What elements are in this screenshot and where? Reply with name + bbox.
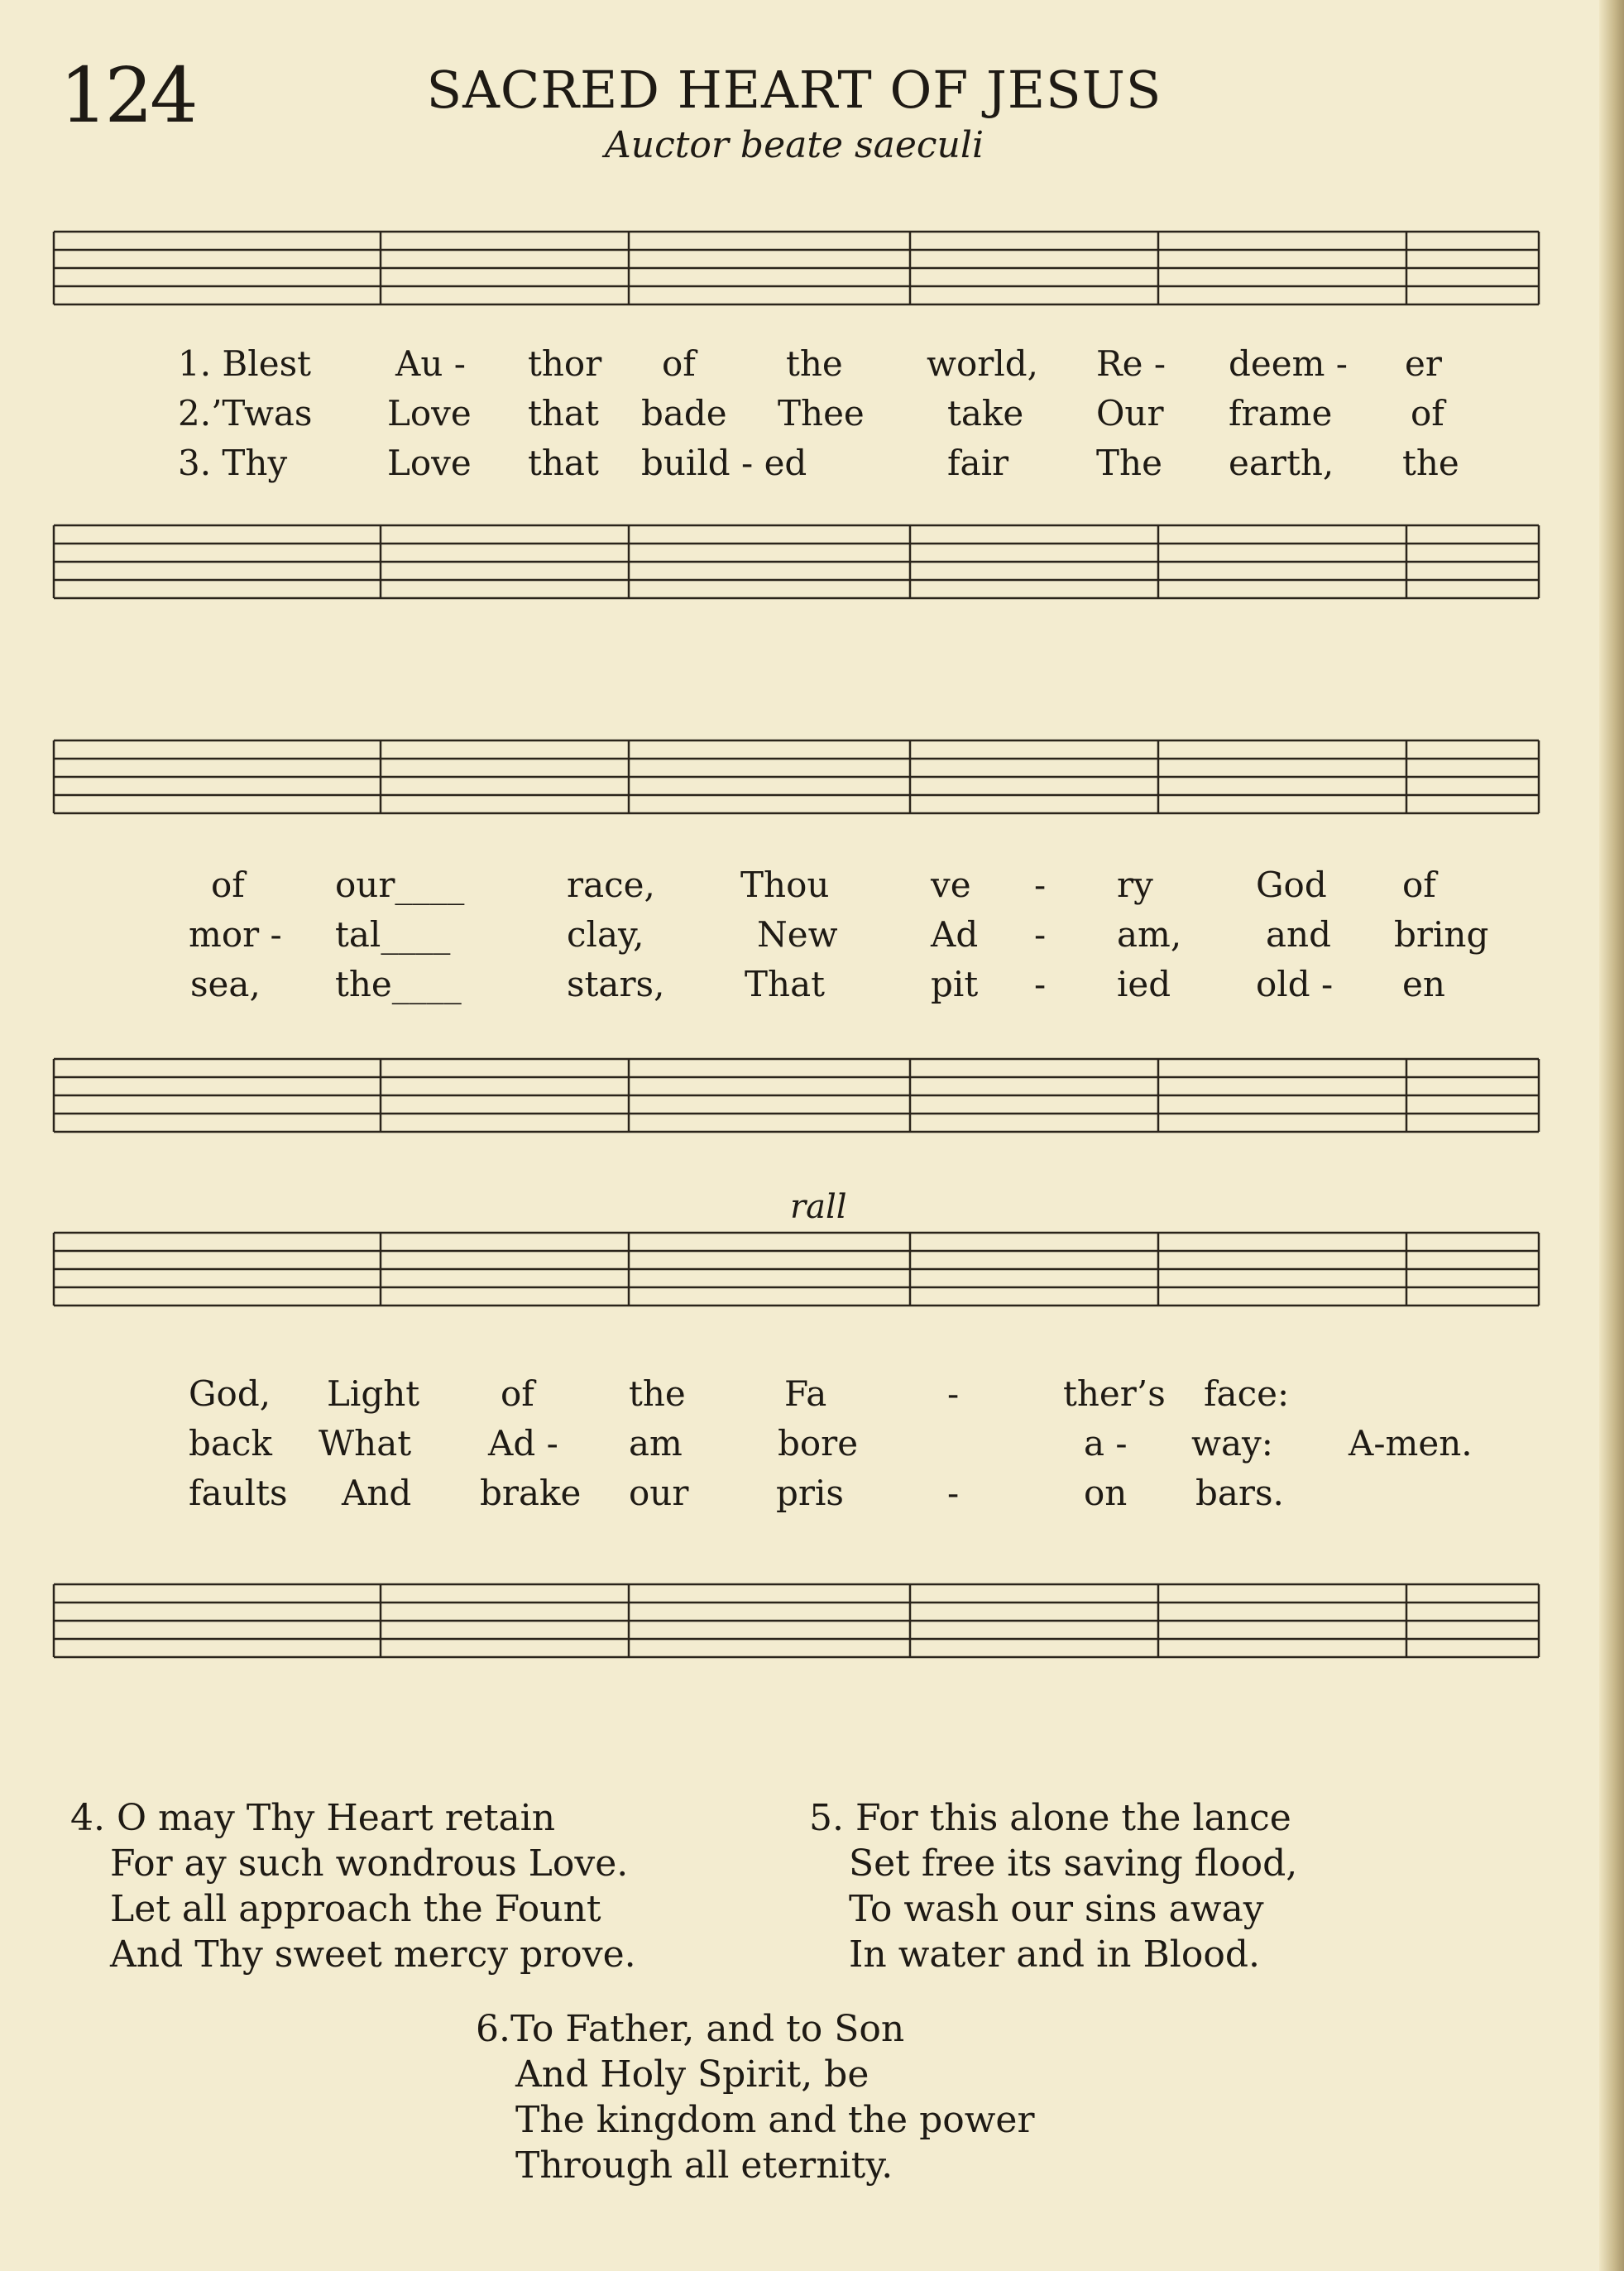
syllable: Re - [1096,343,1167,384]
syllable: thor [528,343,602,384]
syllable: ther’s [1063,1373,1166,1414]
syllable: the [786,343,843,384]
syllable: And [342,1473,412,1513]
verse-line: To wash our sins away [849,1888,1264,1930]
syllable: Ad [931,914,979,955]
syllable: The [1096,443,1162,483]
syllable: Fa [784,1373,827,1414]
syllable: ry [1117,865,1153,905]
syllable: - [1034,914,1047,955]
syllable: on [1084,1473,1128,1513]
lyric-row-verse-1 [50,1373,1555,1420]
syllable: that [528,393,599,434]
syllable: frame [1229,393,1333,434]
syllable: - [1034,865,1047,905]
verse-line: And Thy sweet mercy prove. [110,1933,636,1976]
syllable: tal____ [335,914,451,955]
syllable: am [629,1423,683,1464]
syllable: back [189,1423,272,1464]
verse-line: In water and in Blood. [849,1933,1260,1976]
lyric-row-verse-3 [50,443,1555,489]
page-number: 124 [60,51,195,140]
syllable: God, [189,1373,271,1414]
syllable: earth, [1229,443,1334,483]
syllable: of [1402,865,1436,905]
syllable: bore [778,1423,859,1464]
syllable: ve [931,865,971,905]
music-system-3 [50,1183,1555,1688]
page-edge [1599,0,1624,2271]
syllable: of [211,865,245,905]
syllable: New [757,914,838,955]
syllable: mor - [189,914,282,955]
lyric-row-verse-2 [50,393,1555,439]
music-system-1 [50,190,1555,654]
verse-6 [476,2006,1034,2188]
syllable: - [1034,964,1047,1004]
syllable: and [1266,914,1331,955]
verse-4 [70,1795,636,1977]
syllable: our [629,1473,689,1513]
syllable: ied [1117,964,1171,1004]
syllable: the____ [335,964,462,1004]
syllable: bars. [1195,1473,1284,1513]
lyric-row-verse-2 [50,1423,1555,1469]
hymn-title: SACRED HEART OF JESUS [426,60,1162,120]
verse-line: Set free its saving flood, [849,1842,1298,1885]
syllable: bade [641,393,727,434]
verse-line: 6.To Father, and to Son [476,2008,905,2050]
syllable: en [1402,964,1445,1004]
verse-5 [809,1795,1297,1977]
syllable: stars, [567,964,665,1004]
syllable: 1. Blest [178,343,312,384]
syllable: God [1256,865,1327,905]
syllable: bring [1394,914,1489,955]
syllable: face: [1204,1373,1290,1414]
syllable: deem - [1229,343,1348,384]
lyric-row-verse-3 [50,1473,1555,1519]
syllable: pris [776,1473,844,1513]
lyric-row-verse-3 [50,964,1555,1010]
syllable: build - ed [641,443,807,483]
syllable: What [319,1423,412,1464]
syllable: our____ [335,865,465,905]
verse-line: Let all approach the Fount [110,1888,601,1930]
verse-line: And Holy Spirit, be [515,2053,869,2096]
syllable: Light [327,1373,420,1414]
syllable: That [745,964,825,1004]
syllable: of [501,1373,534,1414]
syllable: old - [1256,964,1334,1004]
tempo-marking: rall [790,1188,847,1226]
syllable: 3. Thy [178,443,288,483]
hymn-subtitle: Auctor beate saeculi [604,124,984,166]
verse-line: Through all eternity. [515,2144,893,2187]
syllable: Ad - [488,1423,558,1464]
syllable: Au - [395,343,466,384]
syllable: Thee [778,393,865,434]
lyric-row-verse-1 [50,865,1555,911]
lyric-row-verse-2 [50,914,1555,961]
verse-line: 5. For this alone the lance [809,1797,1291,1839]
syllable: clay, [567,914,644,955]
syllable: take [947,393,1024,434]
syllable: the [629,1373,686,1414]
syllable: Thou [740,865,830,905]
verse-line: For ay such wondrous Love. [110,1842,629,1885]
syllable: - [947,1373,960,1414]
syllable: er [1405,343,1442,384]
syllable: a - [1084,1423,1128,1464]
lyric-row-verse-1 [50,343,1555,390]
syllable: 2.’Twas [178,393,313,434]
syllable: - [947,1473,960,1513]
syllable: race, [567,865,655,905]
syllable: world, [927,343,1038,384]
syllable: sea, [190,964,261,1004]
verse-line: 4. O may Thy Heart retain [70,1797,556,1839]
syllable: brake [480,1473,582,1513]
syllable: faults [189,1473,288,1513]
syllable: A-men. [1349,1423,1473,1464]
syllable: the [1402,443,1459,483]
syllable: Love [387,443,472,483]
syllable: of [1411,393,1444,434]
syllable: that [528,443,599,483]
syllable: of [662,343,696,384]
verse-line: The kingdom and the power [515,2099,1035,2141]
syllable: way: [1191,1423,1273,1464]
syllable: Love [387,393,472,434]
syllable: am, [1117,914,1182,955]
music-system-2 [50,707,1555,1171]
syllable: Our [1096,393,1164,434]
syllable: pit [931,964,979,1004]
syllable: fair [947,443,1009,483]
